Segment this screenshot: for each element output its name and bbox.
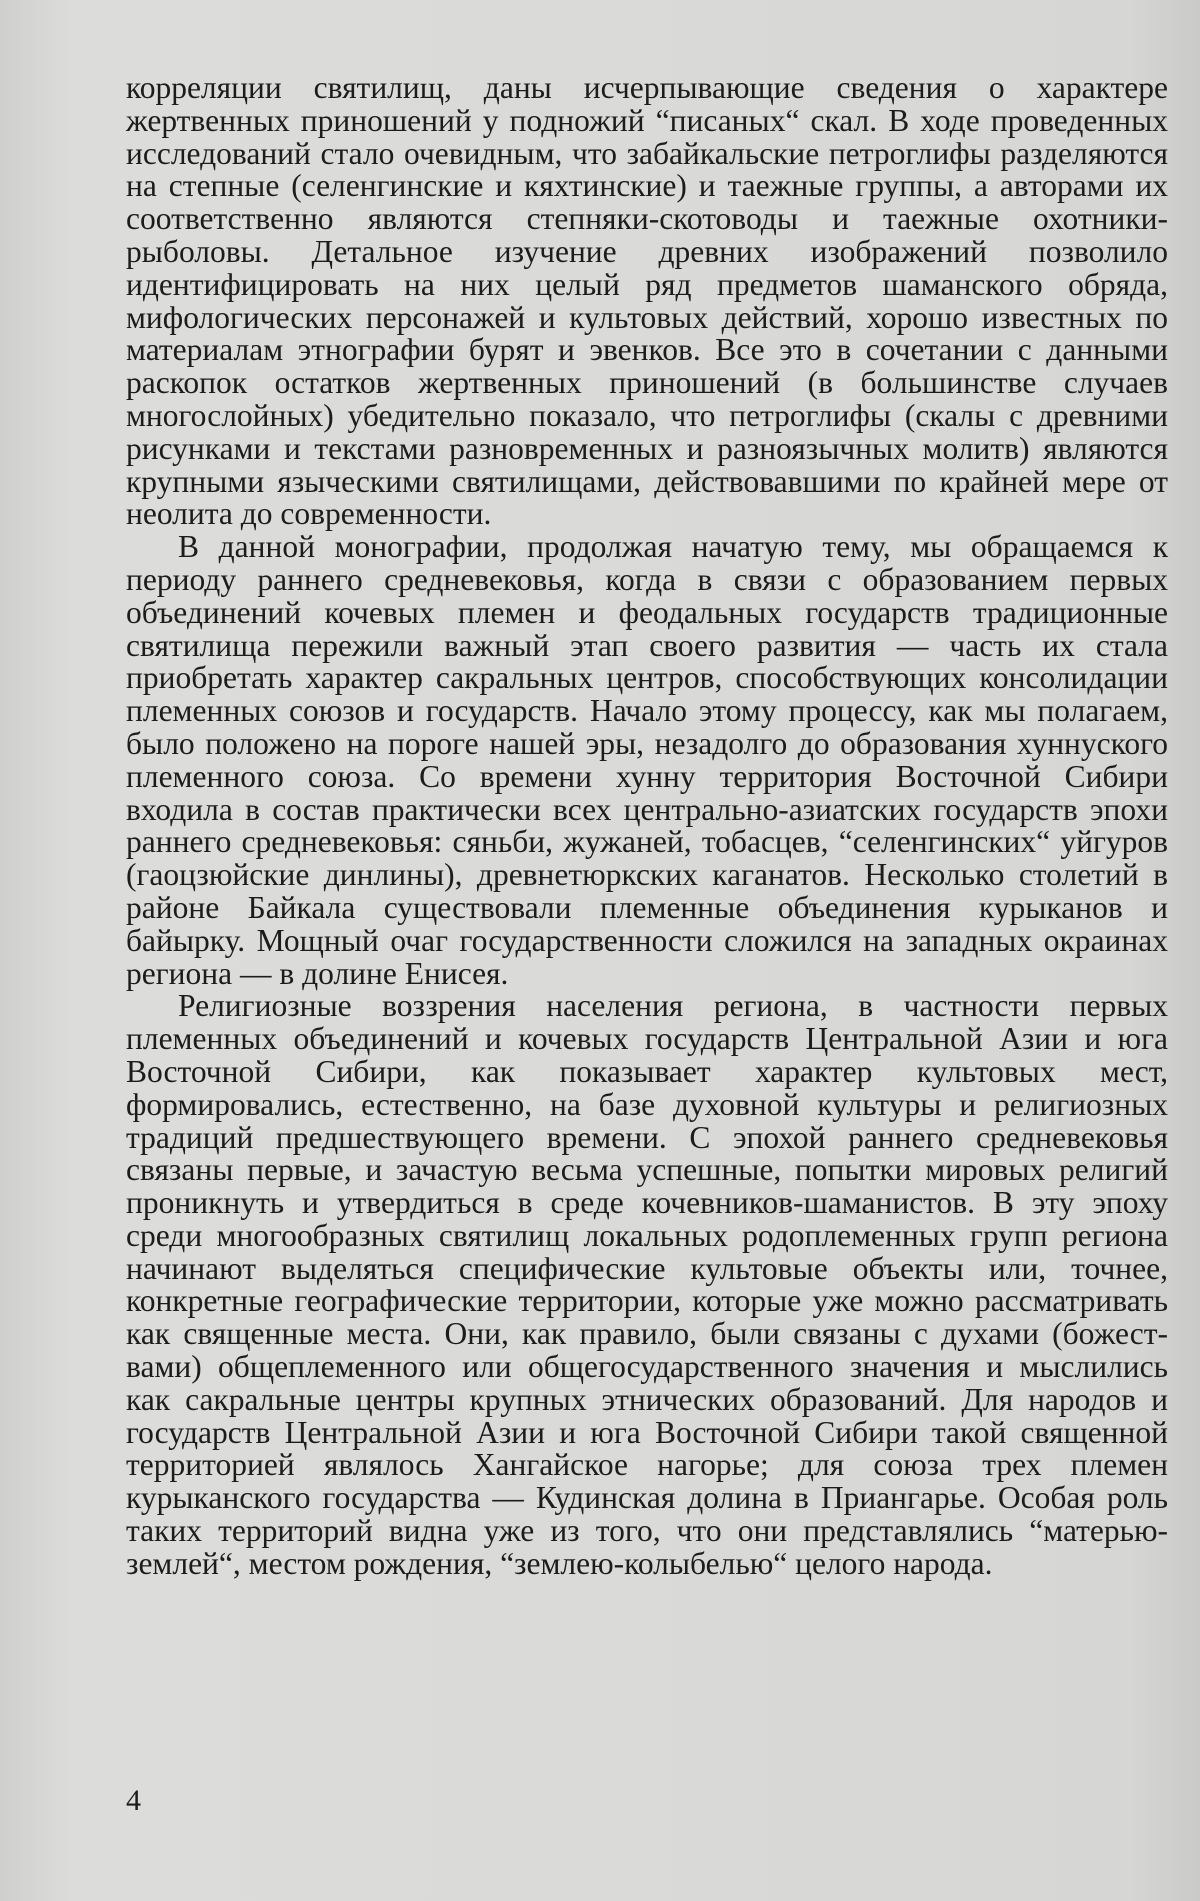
paragraph-3: Религиозные воззрения населения региона, в частности первых племенных объединений и кочевых государств Центральной Азии и юга Восточной Сибири, как показывает характер культовых мест, формировались, естественно, на базе духовной культуры и религиозных традиций предшествующего времени. С эпохой раннего средневековья связаны первые, и зачастую весьма успешные, попытки мировых религий проникнуть и утвердиться в среде кочевников-шаманистов. В эту эпоху среди многообразных святилищ локальных родоплеменных групп региона начинают выделяться специфические культовые объекты или, точнее, конкретные географические территории, которые уже можно рассматривать как священные места. Они, как правило, были связаны с духами (божествами) общеплеменного или общегосударственного значения и мыслились как сакральные центры крупных этнических образований. Для народов и государств Центральной Азии и юга Восточной Сибири такой священной территорией являлось Хангайское нагорье; для союза трех племен курыканского государства — Кудинская долина в Приангарье. Особая роль таких территорий видна уже из того, что они представлялись “матерью-землей“, местом рождения, “землею-колыбелью“ целого народа. [126, 988, 1168, 1581]
paragraph-1: корреляции святилищ, даны исчерпывающие сведения о характере жертвенных приношений у подножий “писаных“ скал. В ходе проведенных исследований стало очевидным, что забайкальские петроглифы разделяются на степные (селенгинские и кяхтинские) и таежные группы, а авторами их соответственно являются степняки-скотоводы и таежные охотники-рыболовы. Детальное изучение древних изображений позволило идентифицировать на них целый ряд предметов шаманского обряда, мифологических персонажей и культовых действий, хорошо известных по материалам этнографии бурят и эвенков. Все это в сочетании с данными раскопок остатков жертвенных приношений (в большинстве случаев многослойных) убедительно показало, что петроглифы (скалы с древними рисунками и текстами разновременных и разноязычных молитв) являются крупными языческими святилищами, действовавшими по крайней мере от неолита до современности. [126, 70, 1168, 532]
paragraph-2: В данной монографии, продолжая начатую тему, мы обращаемся к периоду раннего средневековья, когда в связи с образованием первых объединений кочевых племен и феодальных государств традиционные святилища пережили важный этап своего развития — часть их стала приобретать характер сакральных центров, способствующих консолидации племенных союзов и государств. Начало этому процессу, как мы полагаем, было положено на пороге нашей эры, незадолго до образования хуннуского племенного союза. Со времени хунну территория Восточной Сибири входила в состав практически всех центрально-азиатских государств эпохи раннего средневековья: сяньби, жужаней, тобасцев, “селенгинских“ уйгуров (гаоцзюйские динлины), древнетюркских каганатов. Несколько столетий в районе Байкала существовали племенные объединения курыканов и байырку. Мощный очаг государственности сложился на западных окраинах региона — в долине Енисея. [126, 529, 1168, 991]
page-number: 4 [126, 1784, 141, 1817]
body-text [126, 72, 1168, 1581]
